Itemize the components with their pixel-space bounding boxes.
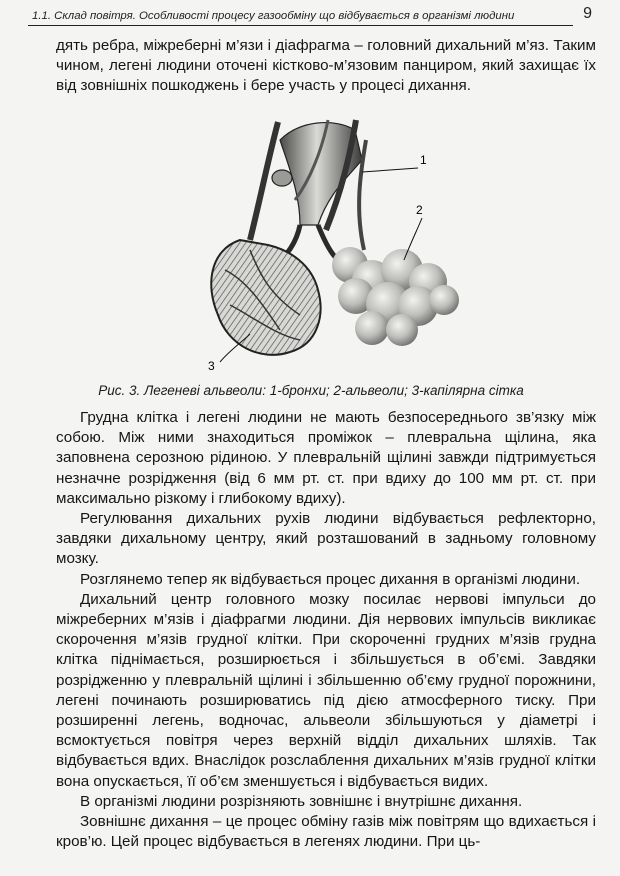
intro-text [56,36,596,97]
body-text [56,408,596,852]
capillary-network [211,240,320,355]
intro-paragraph: дять ребра, міжреберні м’язи і діафрагма – головний дихальний м’яз. Таким чином, легені людини оточені кістково-м’язовим панциром, який захищає їх від зовнішніх пошкоджень і бере участь у процесі дихання. [56,37,596,95]
page-number: 9 [583,5,592,22]
alveoli-illustration [150,100,480,382]
running-header [28,0,594,26]
paragraph: Зовнішнє дихання – це процес обміну газів між повітрям що вдихається і кров’ю. Цей процес відбувається в легенях людини. При ць- [56,813,596,851]
paragraph: Регулювання дихальних рухів людини відбувається рефлекторно, завдяки дихальному центру, який розташований в задньому головному мозку. [56,510,596,568]
paragraph: Дихальний центр головного мозку посилає нервові імпульси до міжреберних м’язів і діафрагми людини. Дія нервових імпульсів викликає скорочення м’язів грудної клітки. При скороченні грудних м’язів грудна клітка піднімається, розширюється і збільшується в об’ємі. Завдяки розрідженню у плевральній щілині і збільшенню об’єму грудної порожнини, легені починають розширюватись під дією атмосферного тиску. При розширенні легень, водночас, альвеоли збільшуються у діаметрі і всмоктується повітря через верхній відділ дихальних шляхів. Так відбувається вдих. Внаслідок розслаблення дихальних м’язів грудної клітки вона опускається, її об’єм зменшується і відбувається видих. [56,590,596,790]
paragraph: Розглянемо тепер як відбувається процес дихання в організмі людини. [80,570,581,588]
label-2: 2 [416,203,423,217]
figure-caption: Рис. 3. Легеневі альвеоли: 1-бронхи; 2-альвеоли; 3-капілярна сітка [98,383,524,398]
label-1: 1 [420,153,427,167]
paragraph: В організмі людини розрізняють зовнішнє і внутрішнє дихання. [80,792,523,810]
alveoli-cluster [332,247,459,346]
running-title: 1.1. Склад повітря. Особливості процесу газообміну що відбувається в організмі людини [28,10,573,26]
paragraph: Грудна клітка і легені людини не мають безпосереднього зв’язку між собою. Між ними знаходиться проміжок – плевральна щілина, яка заповнена серозною рідиною. У плевральній щілині завжди підтримується незначне розрідження (від 6 мм рт. ст. при вдиху до 100 мм рт. ст. при максимально різкому і глибокому вдиху). [56,409,596,507]
label-3: 3 [208,359,215,373]
